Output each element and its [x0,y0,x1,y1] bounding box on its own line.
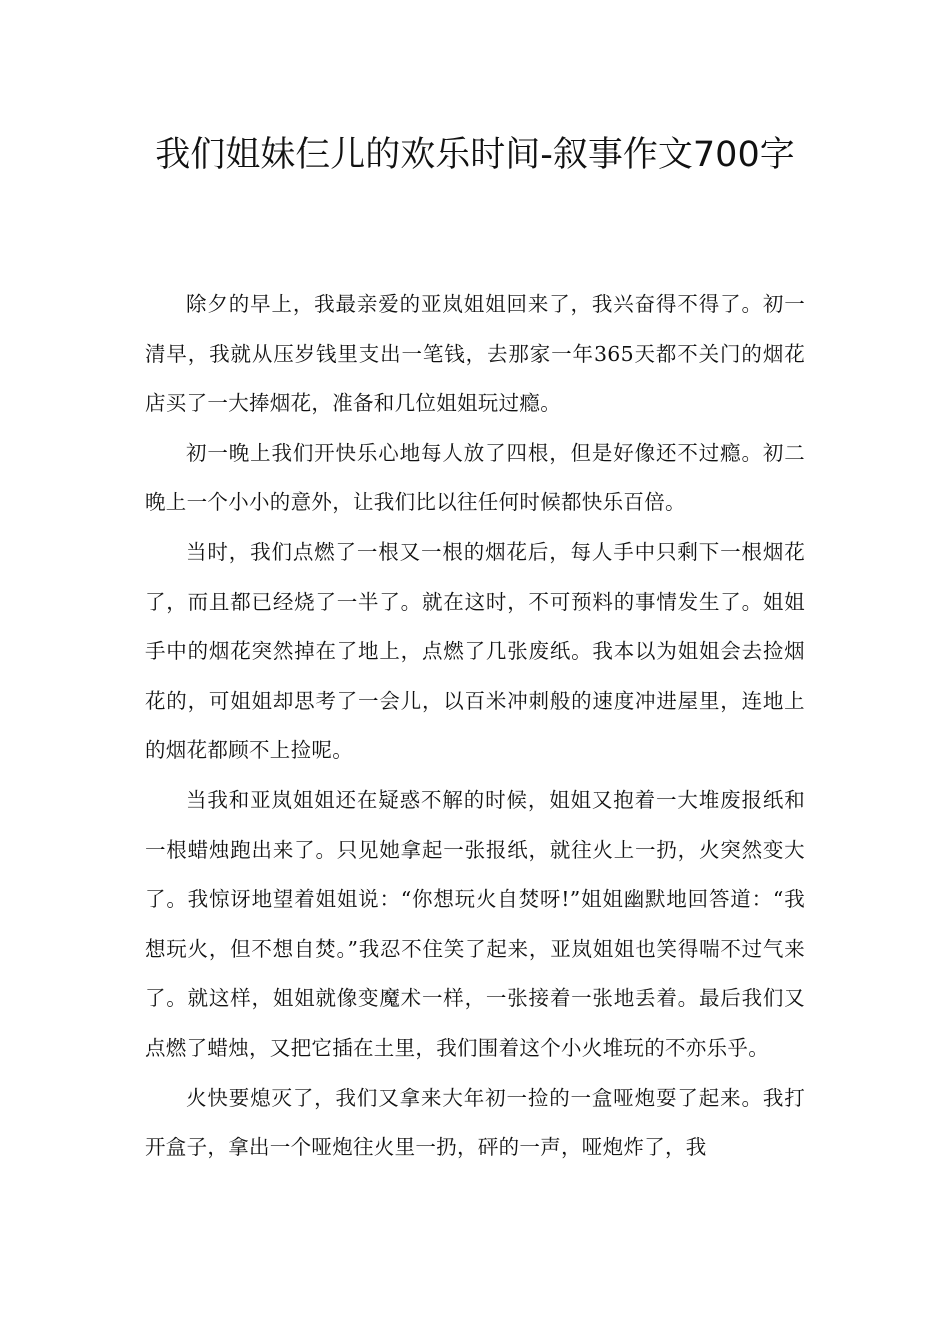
document-body [145,280,805,1173]
paragraph-5: 火快要熄灭了，我们又拿来大年初一捡的一盒哑炮耍了起来。我打开盒子，拿出一个哑炮往火里一扔，砰的一声，哑炮炸了，我 [145,1085,805,1160]
paragraph-3: 当时，我们点燃了一根又一根的烟花后，每人手中只剩下一根烟花了，而且都已经烧了一半了。就在这时，不可预料的事情发生了。姐姐手中的烟花突然掉在了地上，点燃了几张废纸。我本以为姐姐会去捡烟花的，可姐姐却思考了一会儿，以百米冲刺般的速度冲进屋里，连地上的烟花都顾不上捡呢。 [145,539,805,763]
document-title: 我们姐妹仨儿的欢乐时间-叙事作文700字 [155,135,795,175]
paragraph-1: 除夕的早上，我最亲爱的亚岚姐姐回来了，我兴奋得不得了。初一清早，我就从压岁钱里支出一笔钱，去那家一年365天都不关门的烟花店买了一大捧烟花，准备和几位姐姐玩过瘾。 [145,292,805,416]
paragraph-4: 当我和亚岚姐姐还在疑惑不解的时候，姐姐又抱着一大堆废报纸和一根蜡烛跑出来了。只见她拿起一张报纸，就往火上一扔，火突然变大了。我惊讶地望着姐姐说：“你想玩火自焚呀!”姐姐幽默地回答道：“我想玩火，但不想自焚。”我忍不住笑了起来，亚岚姐姐也笑得喘不过气来了。就这样，姐姐就像变魔术一样，一张接着一张地丢着。最后我们又点燃了蜡烛，又把它插在土里，我们围着这个小火堆玩的不亦乐乎。 [145,787,805,1060]
paragraph-2: 初一晚上我们开快乐心地每人放了四根，但是好像还不过瘾。初二晚上一个小小的意外，让我们比以往任何时候都快乐百倍。 [145,440,805,515]
